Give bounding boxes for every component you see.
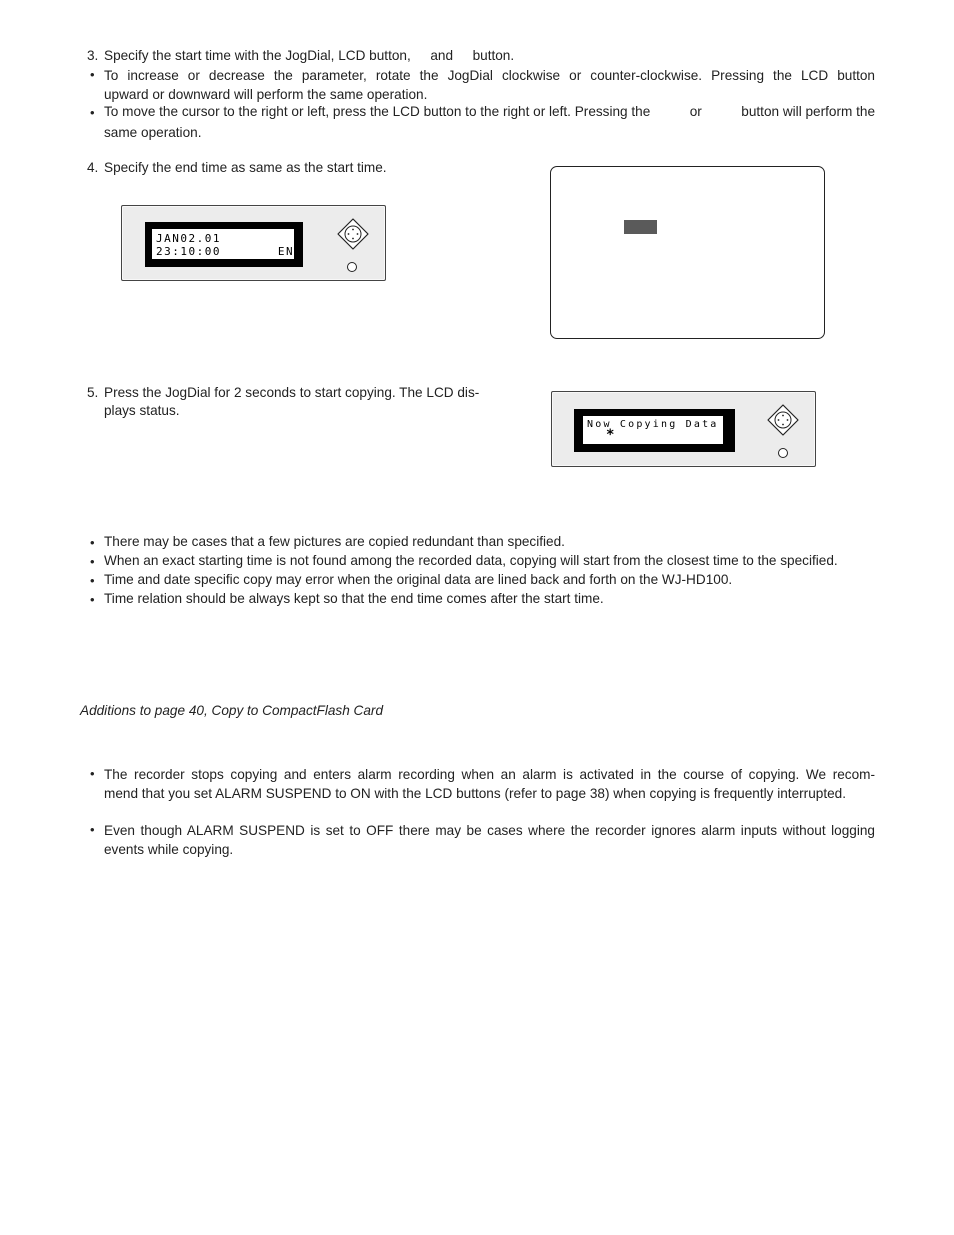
recorder-panel-copying <box>551 391 816 467</box>
jogdial-icon[interactable] <box>336 217 370 251</box>
lcd-line-2: 23:10:00 END <box>156 245 303 258</box>
note-2: When an exact starting time is not found among the recorded data, copying will start from the closest time to the specified. <box>104 553 838 568</box>
additions-heading: Additions to page 40, Copy to CompactFlash Card <box>80 703 384 718</box>
bullet-marker: • <box>90 535 95 550</box>
bullet-marker: • <box>90 592 95 607</box>
step-4-number: 4. <box>87 160 99 175</box>
step-3-text-and: and <box>430 48 454 63</box>
lcd-display <box>583 416 723 444</box>
step-3-text <box>104 48 514 63</box>
lcd-display <box>152 229 303 259</box>
addition-2-line-2: events while copying. <box>104 842 234 857</box>
bullet-marker: • <box>90 573 95 588</box>
step-3-bullet-2-line-2: same operation. <box>104 125 202 140</box>
step-4-text: Specify the end time as same as the start time. <box>104 160 387 175</box>
step-3-bullet-1-line-2: upward or downward will perform the same operation. <box>104 87 428 102</box>
addition-2-line-1: Even though ALARM SUSPEND is set to OFF there may be cases where the recorder ignores alarm inputs without logging <box>104 823 875 838</box>
jogdial-icon[interactable] <box>766 403 800 437</box>
note-3: Time and date specific copy may error when the original data are lined back and forth on the WJ-HD100. <box>104 572 733 587</box>
note-4: Time relation should be always kept so that the end time comes after the start time. <box>104 591 604 606</box>
addition-1-line-2: mend that you set ALARM SUSPEND to ON with the LCD buttons (refer to page 38) when copying is frequently interrupted. <box>104 786 846 801</box>
lcd-line-1: JAN02.01 <box>156 232 221 245</box>
bullet-marker: • <box>90 822 95 837</box>
bullet-marker: • <box>90 554 95 569</box>
cursor-highlight <box>624 220 657 234</box>
step-3-text-main: Specify the start time with the JogDial, LCD button, <box>104 48 411 63</box>
step-3-number: 3. <box>87 48 99 63</box>
led-indicator-icon <box>347 262 357 272</box>
bullet-marker: • <box>90 105 95 120</box>
step-3-text-tail: button. <box>472 48 515 63</box>
recorder-panel-end-time <box>121 205 386 281</box>
monitor-screen <box>550 166 825 339</box>
lcd-display-frame <box>145 222 303 267</box>
step-3-bullet-1-line-1: To increase or decrease the parameter, rotate the JogDial clockwise or counter-clockwise. Pressing the LCD button <box>104 68 875 83</box>
lcd-line-2: * <box>606 427 616 443</box>
step-3-bullet-2-or: or <box>689 104 702 119</box>
step-3-bullet-2-part-a: To move the cursor to the right or left, press the LCD button to the right or left. Pressing the <box>104 104 651 119</box>
step-5-number: 5. <box>87 385 99 400</box>
lcd-line-1: Now Copying Data <box>587 419 719 430</box>
lcd-display-frame <box>574 409 735 452</box>
note-1: There may be cases that a few pictures are copied redundant than specified. <box>104 534 565 549</box>
bullet-marker: • <box>90 67 95 82</box>
bullet-marker: • <box>90 766 95 781</box>
step-5-line-1: Press the JogDial for 2 seconds to start copying. The LCD dis- <box>104 385 480 400</box>
step-3-bullet-2-line-1 <box>104 104 875 119</box>
led-indicator-icon <box>778 448 788 458</box>
step-5-line-2: plays status. <box>104 403 180 418</box>
step-3-bullet-2-part-b: button will perform the <box>741 104 875 119</box>
addition-1-line-1: The recorder stops copying and enters alarm recording when an alarm is activated in the course of copying. We recom- <box>104 767 875 782</box>
